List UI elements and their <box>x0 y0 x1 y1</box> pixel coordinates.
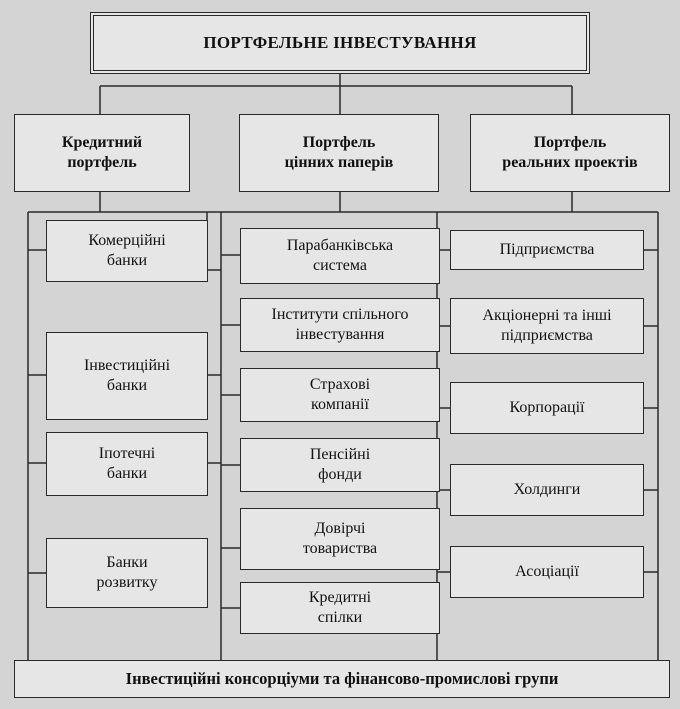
enterprise-box-corporations: Корпорації <box>450 382 644 434</box>
institution-box-parabanking: Парабанківська система <box>240 228 440 284</box>
bank-box-commercial: Комерційні банки <box>46 220 208 282</box>
bank-box-mortgage: Іпотечні банки <box>46 432 208 496</box>
institution-box-credit-unions: Кредитні спілки <box>240 582 440 634</box>
bank-box-investment: Інвестиційні банки <box>46 332 208 420</box>
enterprise-box-enterprises: Підприємства <box>450 230 644 270</box>
credit-portfolio-box: Кредитний портфель <box>14 114 190 192</box>
diagram-title: ПОРТФЕЛЬНЕ ІНВЕСТУВАННЯ <box>90 12 590 74</box>
institution-box-collective-investment: Інститути спільного інвестування <box>240 298 440 352</box>
bottom-consortia-box: Інвестиційні консорціуми та фінансово-промислові групи <box>14 660 670 698</box>
enterprise-box-holdings: Холдинги <box>450 464 644 516</box>
real-projects-portfolio-box: Портфель реальних проектів <box>470 114 670 192</box>
institution-box-insurance: Страхові компанії <box>240 368 440 422</box>
enterprise-box-joint-stock: Акціонерні та інші підприємства <box>450 298 644 354</box>
bank-box-development: Банки розвитку <box>46 538 208 608</box>
securities-portfolio-box: Портфель цінних паперів <box>239 114 439 192</box>
institution-box-trust-companies: Довірчі товариства <box>240 508 440 570</box>
institution-box-pension-funds: Пенсійні фонди <box>240 438 440 492</box>
enterprise-box-associations: Асоціації <box>450 546 644 598</box>
